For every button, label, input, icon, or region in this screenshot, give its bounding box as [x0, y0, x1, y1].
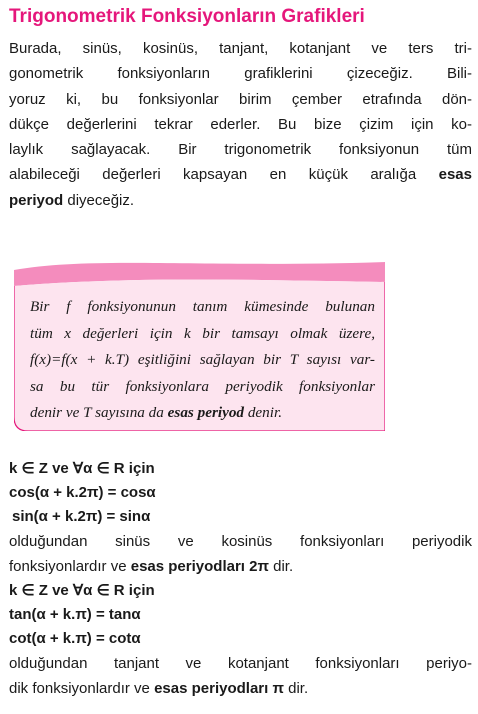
sincos-condition: k ∈ Z ve ∀α ∈ R için	[9, 460, 155, 477]
intro-line: gonometrik fonksiyonların grafiklerini çizeceğiz. Bili-	[9, 65, 472, 83]
tancot-period: esas periyodları π	[154, 679, 284, 697]
intro-line: laylık sağlayacak. Bir trigonometrik fonksiyonun tüm	[9, 141, 472, 159]
intro-line: Burada, sinüs, kosinüs, tanjant, kotanjant ve ters tri-	[9, 40, 472, 57]
intro-line: dükçe değerlerini tekrar ederler. Bu bize çizim için ko-	[9, 115, 472, 133]
cos-equation: cos(α + k.2π) = cosα	[9, 484, 156, 501]
sin-equation: sin(α + k.2π) = sinα	[12, 508, 151, 525]
definition-line: sa bu tür fonksiyonlara periyodik fonksiyonlar	[30, 377, 375, 395]
tancot-line-2	[9, 677, 472, 702]
intro-line-end: diyeceğiz.	[63, 191, 135, 209]
definition-last-post: denir.	[244, 404, 282, 422]
intro-line-6	[9, 162, 472, 187]
definition-line-5	[30, 400, 375, 427]
definition-text	[30, 294, 375, 427]
definition-line: tüm x değerleri için k bir tamsayı olmak üzere,	[30, 324, 375, 342]
definition-line: f(x)=f(x + k.T) eşitliğini sağlayan bir T sayısı var-	[30, 351, 375, 369]
intro-line-7	[9, 188, 472, 213]
tancot-line-1: olduğundan tanjant ve kotanjant fonksiyonları periyo-	[9, 655, 472, 672]
sincos-period: esas periyodları 2π	[130, 557, 269, 575]
intro-line-text: alabileceği değerleri kapsayan en küçük aralığa	[9, 166, 417, 184]
sincos-line-2-pre: fonksiyonlardır ve	[9, 557, 131, 575]
intro-paragraph	[9, 36, 472, 213]
sincos-conclusion	[9, 530, 472, 579]
sincos-line-2	[9, 555, 472, 580]
tancot-condition: k ∈ Z ve ∀α ∈ R için	[9, 582, 155, 599]
definition-last-pre: denir ve T sayısına da	[30, 404, 168, 422]
sincos-line-2-post: dir.	[268, 557, 294, 575]
term-esas-periyod: esas periyod	[167, 404, 245, 422]
term-periyod: periyod	[9, 191, 64, 209]
tancot-line-2-pre: dik fonksiyonlardır ve	[9, 679, 155, 697]
tancot-conclusion	[9, 652, 472, 701]
tancot-line-2-post: dir.	[283, 679, 309, 697]
definition-line: Bir f fonksiyonunun tanım kümesinde bulunan	[30, 298, 375, 315]
term-esas: esas	[438, 166, 472, 184]
cot-equation: cot(α + k.π) = cotα	[9, 630, 141, 647]
tan-equation: tan(α + k.π) = tanα	[9, 606, 141, 623]
page-title: Trigonometrik Fonksiyonların Grafikleri	[9, 6, 365, 27]
intro-line: yoruz ki, bu fonksiyonlar birim çember etrafında dön-	[9, 90, 472, 108]
sincos-line-1: olduğundan sinüs ve kosinüs fonksiyonları periyodik	[9, 533, 472, 550]
